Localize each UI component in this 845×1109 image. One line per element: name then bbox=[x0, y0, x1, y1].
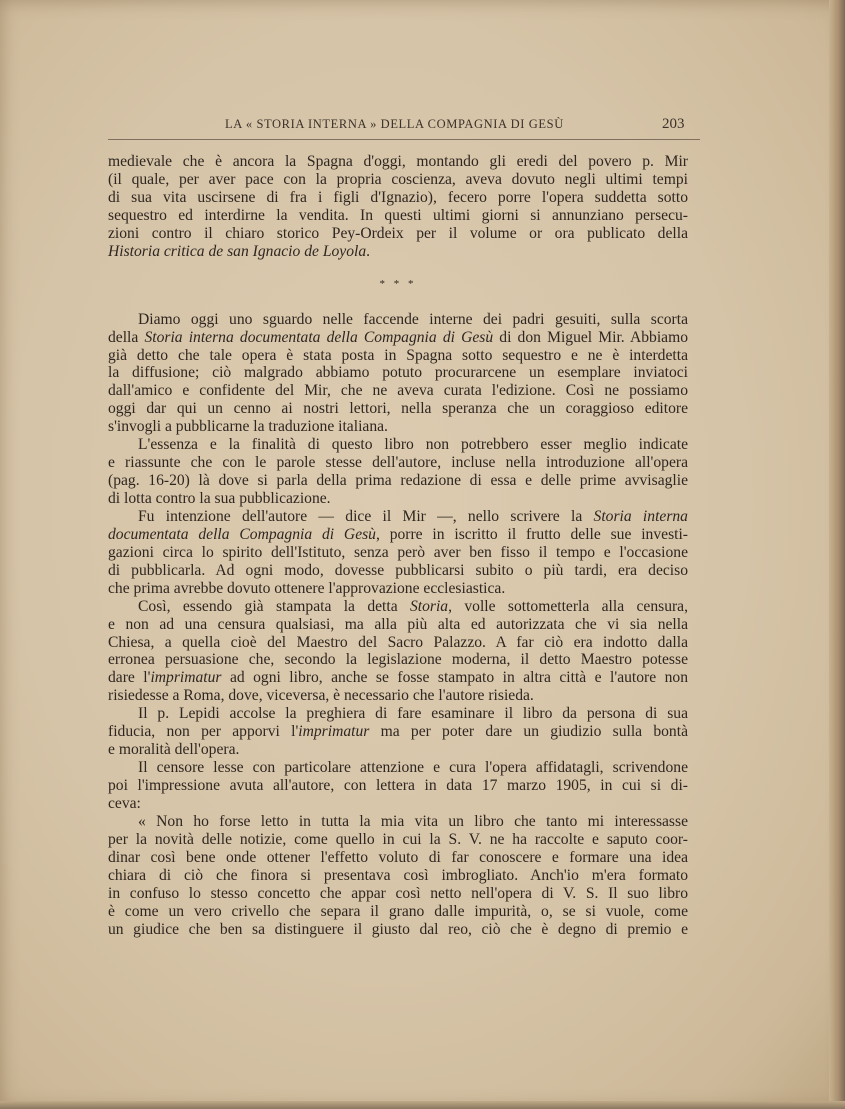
text-segment: , porre in iscritto il frutto delle sue investi- bbox=[375, 525, 688, 543]
text-segment: è come un vero crivello che separa il grano dalle impurità, o, se si vuole, come bbox=[108, 902, 688, 920]
text-segment: fiducia, non per apporvi l' bbox=[108, 723, 299, 741]
text-segment: (pag. 16-20) là dove si parla della prima redazione di essa e delle prime avvisaglie bbox=[108, 472, 688, 490]
paragraph bbox=[108, 705, 688, 759]
page-number: 203 bbox=[662, 116, 685, 132]
paragraph bbox=[108, 813, 688, 939]
text-line bbox=[108, 921, 688, 939]
text-line bbox=[108, 777, 688, 795]
text-segment: oggi dar qui un cenno ai nostri lettori, nella speranza che un coraggioso editore bbox=[108, 400, 688, 418]
text-segment: medievale che è ancora la Spagna d'oggi, montando gli eredi del povero p. Mir bbox=[108, 153, 688, 170]
text-line bbox=[108, 795, 688, 813]
text-segment: ceva: bbox=[108, 794, 141, 812]
text-line bbox=[108, 723, 688, 741]
text-line bbox=[108, 867, 688, 885]
text-line bbox=[108, 243, 688, 261]
text-line bbox=[108, 831, 688, 849]
text-line bbox=[108, 382, 688, 400]
text-segment: dare l' bbox=[108, 669, 151, 687]
section-separator: * * * bbox=[379, 277, 417, 290]
text-line bbox=[108, 741, 688, 759]
italic-text: Storia interna documentata della Compagnia di Gesù bbox=[144, 328, 494, 346]
text-segment: poi l'impressione avuta all'autore, con lettera in data 17 marzo 1905, in cui si di- bbox=[108, 777, 688, 794]
text-segment: . bbox=[366, 242, 371, 260]
italic-text: imprimatur bbox=[298, 723, 370, 741]
body-text bbox=[108, 153, 688, 938]
text-line bbox=[108, 903, 688, 921]
text-segment: in confuso lo stesso concetto che appar così netto nell'opera di V. S. Il suo libro bbox=[108, 884, 688, 902]
paragraph bbox=[108, 759, 688, 813]
text-segment: gazioni circa lo spirito dell'Istituto, senza però aver ben fisso il tempo e l'occasione bbox=[108, 543, 688, 561]
text-segment: ma per poter dare un giudizio sulla bontà bbox=[369, 723, 688, 741]
text-line bbox=[108, 189, 688, 207]
text-line bbox=[108, 687, 688, 705]
text-line bbox=[108, 207, 688, 225]
text-line bbox=[108, 669, 688, 687]
paragraph bbox=[108, 153, 688, 261]
text-segment: di pubblicarla. Ad ogni modo, dovesse pubblicarsi subito o più tardi, era deciso bbox=[108, 561, 688, 579]
text-segment: (il quale, per aver pace con la propria coscienza, aveva dovuto negli ultimi tempi bbox=[108, 170, 688, 188]
text-segment: e non ad una censura qualsiasi, ma alla più alta ed autorizzata che vi sia nella bbox=[108, 615, 688, 633]
text-segment: un giudice che ben sa distinguere il giusto dal reo, ciò che è degno di premio e bbox=[108, 920, 688, 938]
text-line bbox=[108, 171, 688, 189]
paragraph bbox=[108, 436, 688, 508]
text-segment: per la novità delle notizie, come quello in cui la S. V. ne ha raccolte e saputo coor- bbox=[108, 830, 688, 848]
text-line bbox=[108, 544, 688, 562]
paragraph bbox=[108, 311, 688, 437]
text-segment: di lotta contro la sua pubblicazione. bbox=[108, 490, 331, 507]
text-line bbox=[108, 759, 688, 777]
text-segment: erronea persuasione che, secondo la legislazione moderna, il detto Maestro potesse bbox=[108, 651, 688, 669]
text-segment: L'essenza e la finalità di questo libro non potrebbero esser meglio indicate bbox=[138, 436, 688, 454]
text-segment: e riassunte che con le parole stesse dell'autore, incluse nella introduzione all'opera bbox=[108, 454, 688, 472]
text-segment: chiara di ciò che finora si presentava così imbrogliato. Anch'io m'era formato bbox=[108, 866, 688, 884]
italic-text: Storia bbox=[409, 597, 449, 615]
text-line bbox=[108, 705, 688, 723]
text-segment: della bbox=[108, 328, 145, 346]
text-line bbox=[108, 526, 688, 544]
text-line bbox=[108, 454, 688, 472]
text-segment: Il censore lesse con particolare attenzione e cura l'opera affidatagli, scrivendone bbox=[138, 759, 688, 777]
text-line bbox=[108, 651, 688, 669]
text-line bbox=[108, 225, 688, 243]
text-line bbox=[108, 616, 688, 634]
text-segment: dall'amico e confidente del Mir, che ne aveva curata l'edizione. Così ne possiamo bbox=[108, 382, 688, 400]
text-segment: Così, essendo già stampata la detta bbox=[138, 597, 410, 615]
page-edge bbox=[0, 1101, 845, 1109]
text-segment: s'invogli a pubblicarne la traduzione italiana. bbox=[108, 418, 388, 436]
text-segment: « Non ho forse letto in tutta la mia vita un libro che tanto mi interessasse bbox=[138, 812, 688, 830]
text-line bbox=[108, 347, 688, 365]
text-line bbox=[108, 472, 688, 490]
text-segment: di don Miguel Mir. Abbiamo bbox=[493, 328, 688, 346]
text-segment: Il p. Lepidi accolse la preghiera di fare esaminare il libro da persona di sua bbox=[138, 705, 688, 723]
text-segment: di sua vita uscirsene di fra i figli d'Ignazio), fecero porre l'opera suddetta sotto bbox=[108, 188, 688, 206]
italic-text: imprimatur bbox=[150, 669, 222, 687]
text-segment: , volle sottometterla alla censura, bbox=[448, 597, 689, 615]
text-line bbox=[108, 849, 688, 867]
text-line bbox=[108, 153, 688, 171]
text-line bbox=[108, 885, 688, 903]
text-segment: risiedesse a Roma, dove, viceversa, è necessario che l'autore risieda. bbox=[108, 687, 534, 705]
text-line bbox=[108, 418, 688, 436]
paragraph bbox=[108, 508, 688, 598]
text-segment: sequestro ed interdirne la vendita. In questi ultimi giorni si annunziano persecu- bbox=[108, 206, 688, 224]
page-edge bbox=[829, 0, 845, 1109]
italic-text: documentata della Compagnia di Gesù bbox=[108, 525, 376, 543]
text-segment: e moralità dell'opera. bbox=[108, 741, 240, 759]
text-segment: già detto che tale opera è stata posta in Spagna sotto sequestro e ne è interdetta bbox=[108, 346, 688, 364]
text-segment: ad ogni libro, anche se fosse stampato in altra città e l'autore non bbox=[221, 669, 689, 687]
text-segment: che prima avrebbe dovuto ottenere l'approvazione ecclesiastica. bbox=[108, 579, 506, 597]
running-head: LA « STORIA INTERNA » DELLA COMPAGNIA DI GESÙ bbox=[225, 117, 564, 131]
text-segment: Diamo oggi uno sguardo nelle faccende interne dei padri gesuiti, sulla scorta bbox=[138, 310, 688, 328]
header-rule bbox=[108, 139, 700, 140]
text-line bbox=[108, 634, 688, 652]
text-line bbox=[108, 562, 688, 580]
text-line bbox=[108, 813, 688, 831]
text-line bbox=[108, 329, 688, 347]
text-line bbox=[108, 580, 688, 598]
text-segment: la diffusione; ciò malgrado abbiamo potuto procurarcene un esemplare inviatoci bbox=[108, 364, 688, 382]
text-line bbox=[108, 508, 688, 526]
text-line bbox=[108, 436, 688, 454]
text-line bbox=[108, 490, 688, 508]
italic-text: Historia critica de san Ignacio de Loyola bbox=[108, 242, 367, 260]
text-segment: Chiesa, a quella cioè del Maestro del Sacro Palazzo. A far ciò era indotto dalla bbox=[108, 633, 688, 651]
text-segment: zioni contro il chiaro storico Pey-Ordeix per il volume or ora publicato della bbox=[108, 224, 688, 242]
paragraph bbox=[108, 598, 688, 706]
text-line bbox=[108, 598, 688, 616]
text-line bbox=[108, 311, 688, 329]
text-segment: Fu intenzione dell'autore — dice il Mir —, nello scrivere la bbox=[138, 507, 594, 525]
text-segment: dinar così bene onde ottener l'effetto voluto di far conoscere e formare una idea bbox=[108, 848, 688, 866]
text-line bbox=[108, 400, 688, 418]
text-line bbox=[108, 364, 688, 382]
italic-text: Storia interna bbox=[593, 507, 688, 525]
